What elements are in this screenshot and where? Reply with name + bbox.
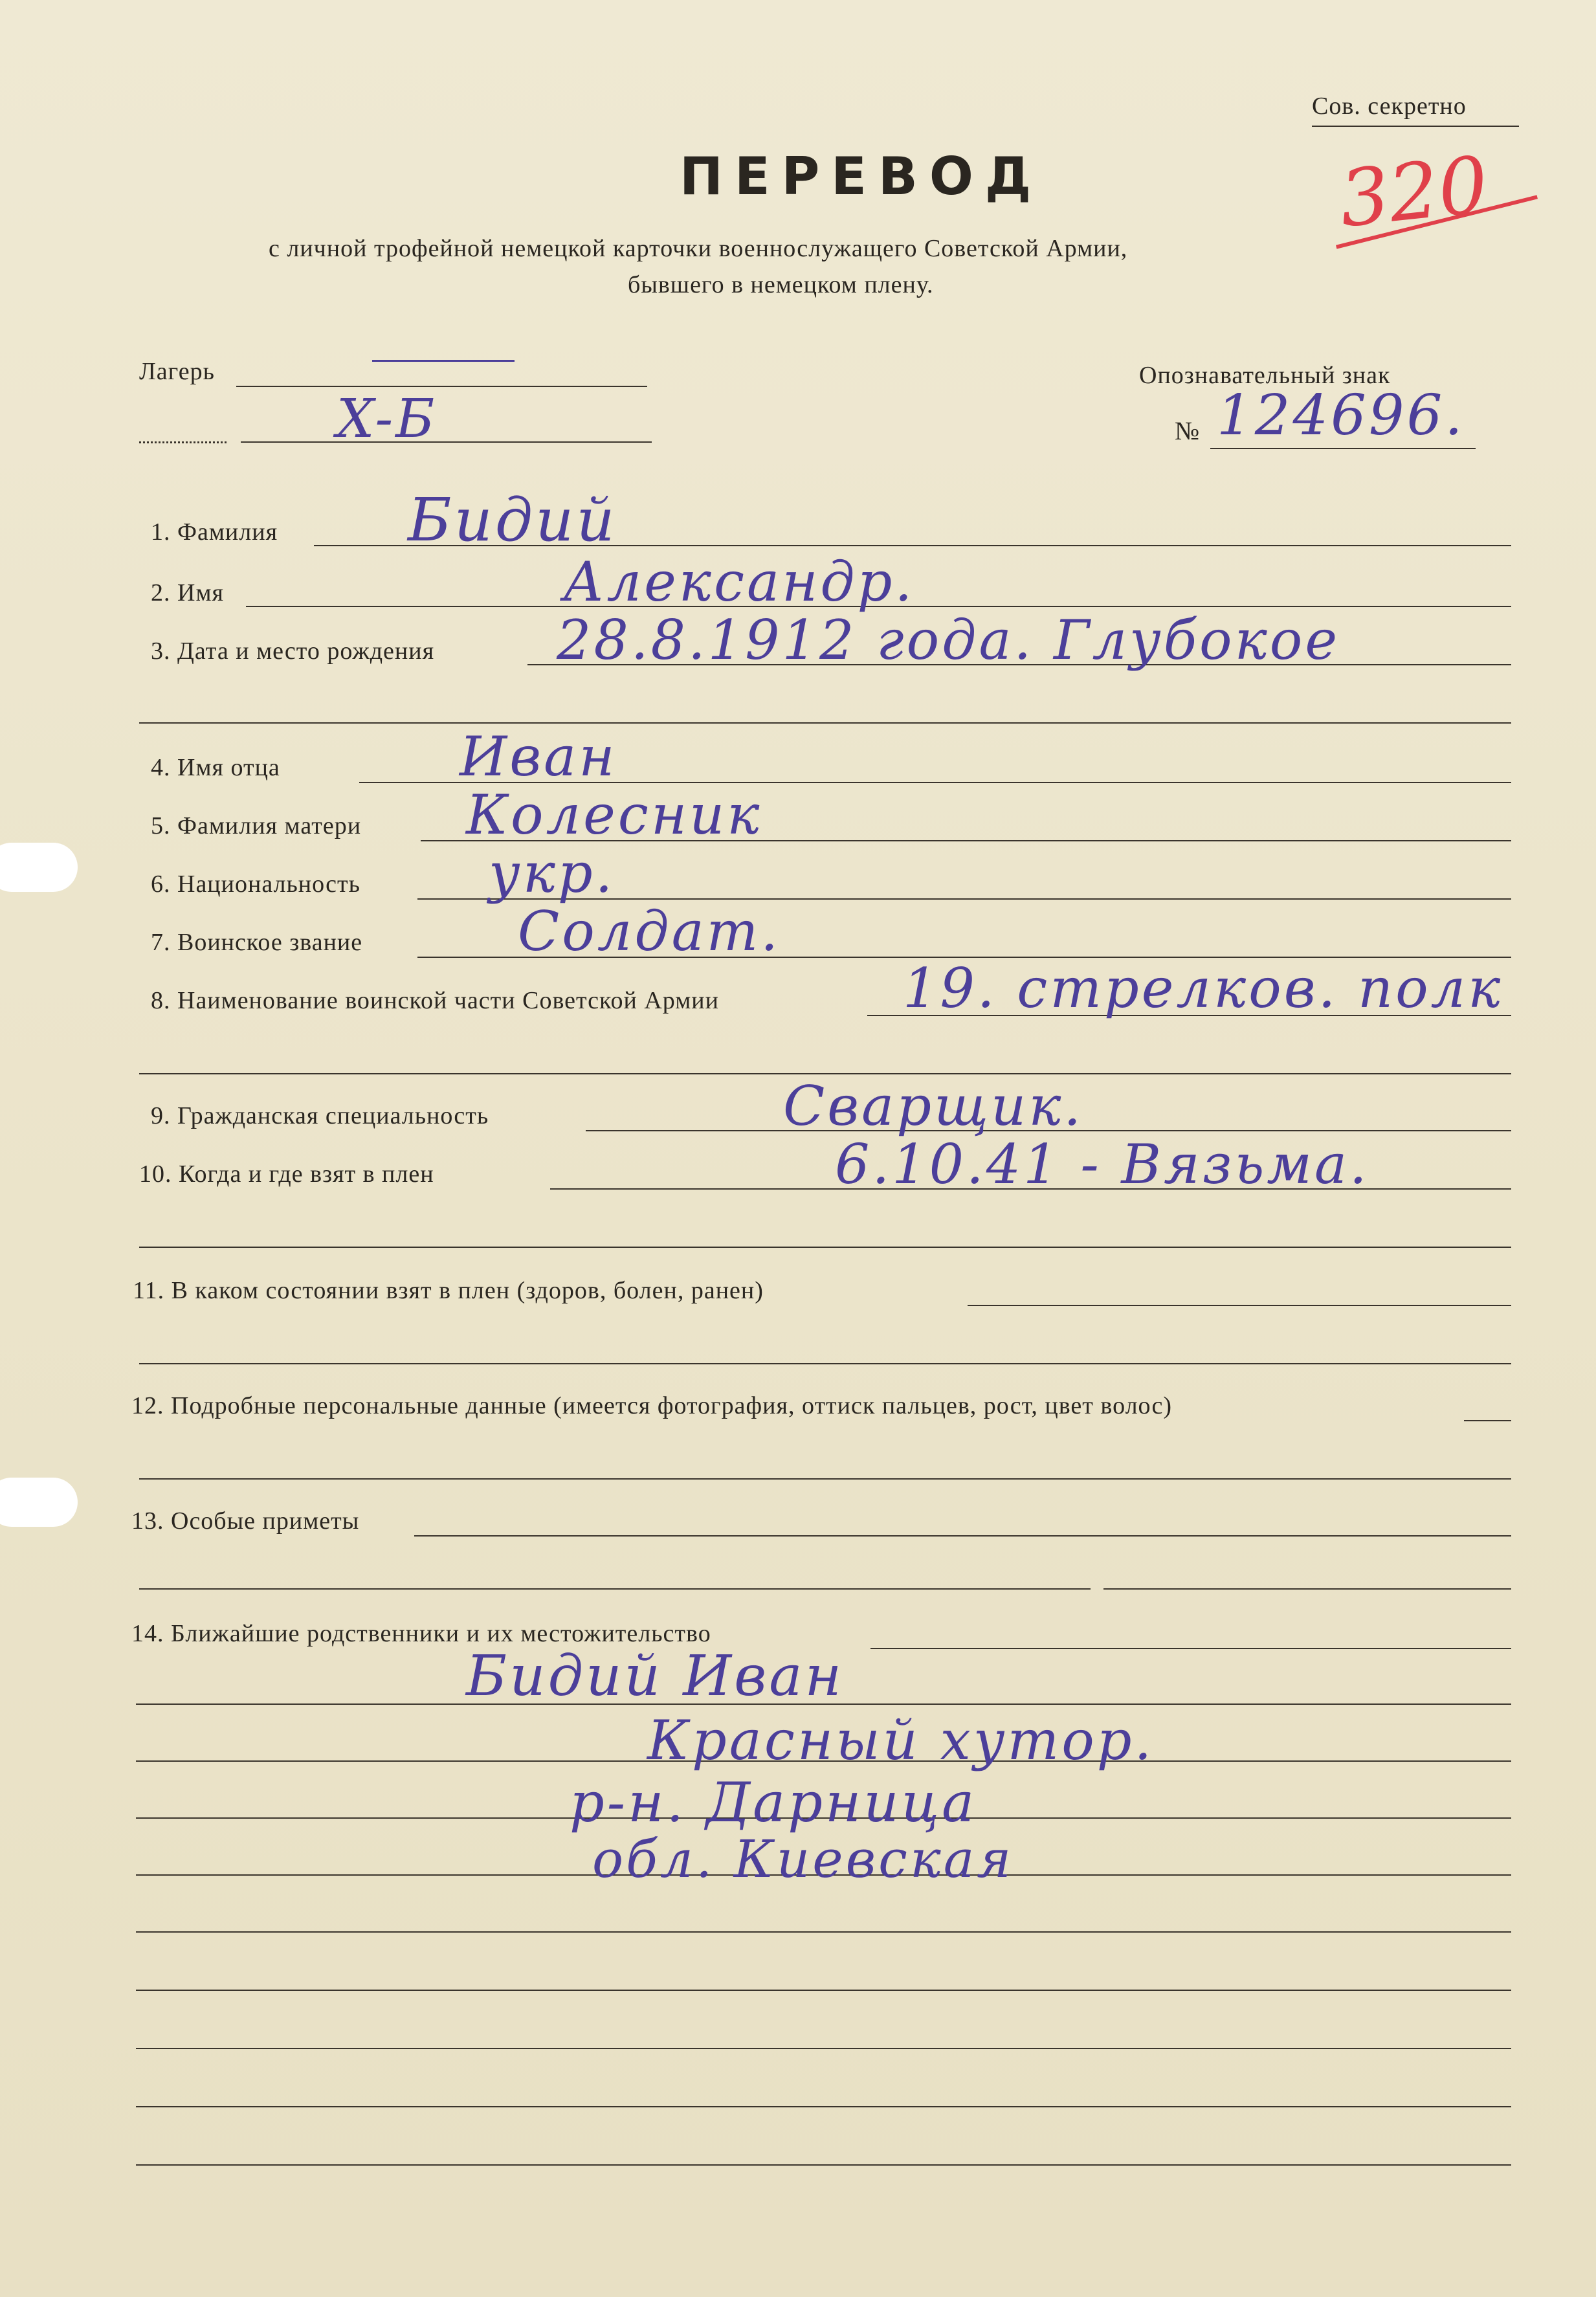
field-8-label: 8. Наименование воинской части Советской Армии bbox=[151, 987, 719, 1014]
field-6-value: укр. bbox=[489, 841, 615, 905]
field-2-label: 2. Имя bbox=[151, 579, 224, 606]
field-10-label: 10. Когда и где взят в плен bbox=[139, 1160, 434, 1188]
id-line bbox=[1210, 448, 1476, 449]
punch-hole-top bbox=[0, 843, 78, 892]
id-value: 124696. bbox=[1217, 383, 1465, 448]
relative-region: обл. Киевская bbox=[592, 1829, 1014, 1889]
stamp-underline bbox=[1312, 126, 1519, 127]
field-11-label: 11. В каком состоянии взят в плен (здоров, болен, ранен) bbox=[133, 1277, 764, 1304]
camp-dash bbox=[372, 360, 515, 362]
subtitle-line-2: бывшего в немецком плену. bbox=[628, 271, 934, 298]
field-8-value: 19. стрелков. полк bbox=[903, 957, 1503, 1020]
field-12-line-2 bbox=[139, 1478, 1511, 1480]
field-6-label: 6. Национальность bbox=[151, 871, 360, 898]
id-label: Опознавательный знак bbox=[1139, 362, 1391, 389]
field-12-line bbox=[1464, 1420, 1511, 1421]
field-14-label: 14. Ближайшие родственники и их местожительство bbox=[131, 1620, 711, 1647]
relative-name: Бидий Иван bbox=[466, 1644, 845, 1709]
field-3-value: 28.8.1912 года. Глубокое bbox=[557, 608, 1340, 672]
camp-label: Лагерь bbox=[139, 358, 215, 385]
relative-district: р-н. Дарница bbox=[570, 1771, 977, 1834]
relatives-line-5 bbox=[136, 1931, 1511, 1933]
field-13-line-2b bbox=[1103, 1588, 1511, 1590]
relatives-line-7 bbox=[136, 2048, 1511, 2049]
red-file-number: 320 bbox=[1335, 140, 1492, 245]
field-9-value: Сварщик. bbox=[783, 1074, 1084, 1138]
field-10-value: 6.10.41 - Вязьма. bbox=[835, 1133, 1369, 1196]
camp-line-1 bbox=[236, 386, 647, 387]
camp-dotted-line bbox=[139, 441, 227, 443]
secrecy-stamp: Сов. секретно bbox=[1312, 93, 1467, 120]
field-11-line bbox=[968, 1305, 1511, 1306]
field-7-value: Солдат. bbox=[518, 900, 781, 963]
field-14-line bbox=[870, 1648, 1511, 1649]
field-7-label: 7. Воинское звание bbox=[151, 929, 363, 956]
id-prefix: № bbox=[1175, 416, 1201, 445]
field-5-label: 5. Фамилия матери bbox=[151, 812, 362, 839]
field-13-line-2a bbox=[139, 1588, 1091, 1590]
field-3-line-2 bbox=[139, 722, 1511, 724]
field-1-label: 1. Фамилия bbox=[151, 518, 278, 546]
document-title: ПЕРЕВОД bbox=[680, 146, 1043, 206]
relatives-line-8 bbox=[136, 2106, 1511, 2107]
field-13-line bbox=[414, 1535, 1511, 1537]
field-11-line-2 bbox=[139, 1363, 1511, 1364]
field-13-label: 13. Особые приметы bbox=[131, 1507, 360, 1535]
camp-value: X-Б bbox=[337, 388, 438, 450]
field-1-value: Бидий bbox=[408, 485, 617, 555]
field-9-label: 9. Гражданская специальность bbox=[151, 1102, 489, 1129]
relatives-line-6 bbox=[136, 1990, 1511, 1991]
field-4-label: 4. Имя отца bbox=[151, 754, 280, 781]
field-2-value: Александр. bbox=[563, 550, 915, 614]
field-12-label: 12. Подробные персональные данные (имеется фотография, оттиск пальцев, рост, цвет волос) bbox=[131, 1392, 1172, 1419]
punch-hole-bottom bbox=[0, 1478, 78, 1527]
field-3-label: 3. Дата и место рождения bbox=[151, 638, 435, 665]
relative-village: Красный хутор. bbox=[647, 1709, 1155, 1772]
field-4-value: Иван bbox=[460, 725, 617, 788]
subtitle-line-1: с личной трофейной немецкой карточки военнослужащего Советской Армии, bbox=[269, 235, 1128, 262]
field-10-line-2 bbox=[139, 1247, 1511, 1248]
field-5-value: Колесник bbox=[466, 783, 762, 847]
camp-line-2 bbox=[241, 441, 652, 443]
relatives-line-9 bbox=[136, 2164, 1511, 2166]
